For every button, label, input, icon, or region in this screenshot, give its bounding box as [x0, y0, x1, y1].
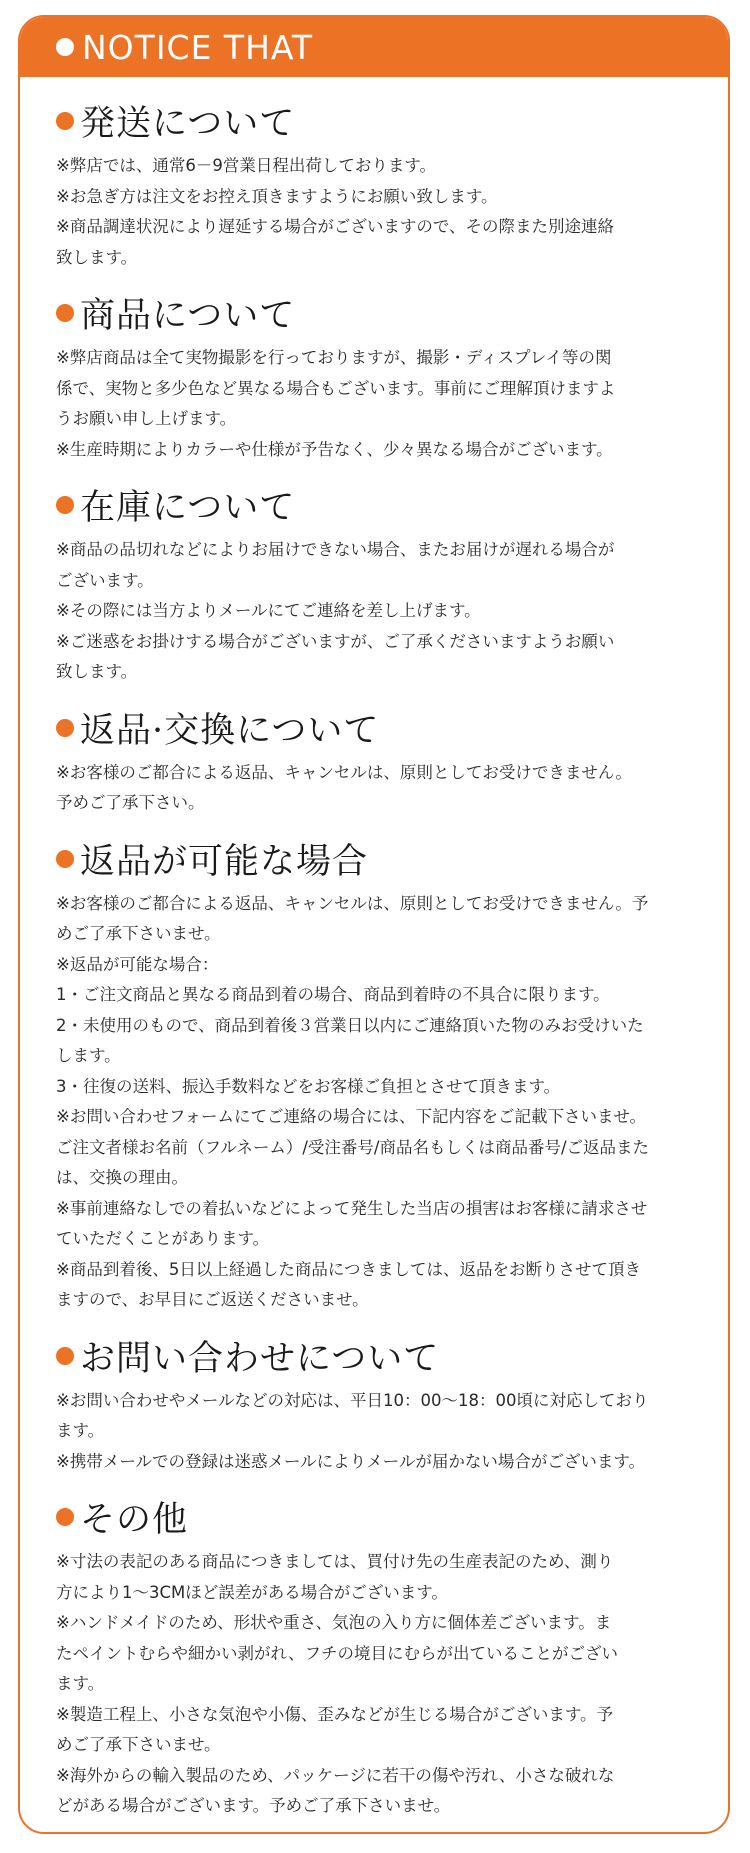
notice-section: [56, 829, 706, 1316]
section-text-line: ※その際には当方よりメールにてご連絡を差し上げます。: [56, 601, 481, 620]
section-text-line: ※海外からの輸入製品のため、パッケージに若干の傷や汚れ、小さな破れな: [56, 1765, 615, 1785]
section-text-line: ※返品が可能な場合：: [56, 954, 219, 974]
notice-panel: [18, 15, 730, 1834]
section-body: [56, 535, 706, 688]
section-text-line: 致します。: [56, 247, 138, 267]
section-heading: [56, 829, 706, 889]
section-body: [56, 151, 706, 273]
notice-section: [56, 698, 706, 819]
bullet-dot-icon: [56, 1508, 74, 1526]
bullet-dot-icon: [56, 850, 74, 868]
bullet-dot-icon: [56, 304, 74, 322]
section-text-line: ※生産時期によりカラーや仕様が予告なく、少々異なる場合がございます。: [56, 439, 613, 459]
section-text-line: ※商品到着後、5日以上経過した商品につきましては、返品をお断りさせて頂き: [56, 1259, 641, 1279]
section-text-line: ※お客様のご都合による返品、キャンセルは、原則としてお受けできません。: [56, 762, 632, 782]
section-text-line: します。: [56, 1046, 121, 1065]
section-text-line: ※弊店では、通常6－9営業日程出荷しております。: [56, 156, 437, 175]
section-text-line: ていただくことがあります。: [56, 1229, 270, 1248]
section-text-line: たペイントむらや細かい剥がれ、フチの境目にむらが出ていることがござい: [56, 1643, 618, 1663]
section-title: 発送について: [80, 104, 296, 144]
section-text-line: ※お客様のご都合による返品、キャンセルは、原則としてお受けできません。予: [56, 893, 649, 913]
section-text-line: ※事前連絡なしでの着払いなどによって発生した当店の損害はお客様に請求させ: [56, 1198, 648, 1218]
section-body: [56, 1386, 706, 1478]
section-title: 商品について: [80, 296, 296, 336]
section-text-line: めご了承下さいませ。: [56, 924, 221, 943]
section-text-line: うお願い申し上げます。: [56, 409, 237, 428]
section-text-line: ※弊店商品は全て実物撮影を行っておりますが、撮影・ディスプレイ等の関: [56, 348, 612, 367]
section-title: 在庫について: [80, 488, 296, 528]
notice-section: [56, 1487, 706, 1822]
section-text-line: めご了承下さいませ。: [56, 1735, 221, 1754]
section-text-line: ます。: [56, 1421, 105, 1440]
notice-title: NOTICE THAT: [82, 27, 314, 67]
section-title: 返品が可能な場合: [80, 841, 369, 882]
section-text-line: ます。: [56, 1674, 105, 1693]
section-text-line: ※携帯メールでの登録は迷惑メールによりメールが届かない場合がございます。: [56, 1451, 646, 1471]
section-text-line: ※お急ぎ方は注文をお控え頂きますようにお願い致します。: [56, 186, 498, 206]
notice-content: [20, 77, 728, 1822]
section-text-line: 致します。: [56, 662, 138, 681]
notice-section: [56, 91, 706, 273]
section-heading: [56, 1326, 706, 1386]
bullet-dot-icon: [56, 38, 74, 56]
section-title: 返品·交換について: [80, 710, 380, 751]
bullet-dot-icon: [56, 1347, 74, 1365]
section-text-line: ますので、お早目にご返送くださいませ。: [56, 1290, 369, 1309]
section-text-line: 方により1～3CMほど誤差がある場合がございます。: [56, 1582, 448, 1602]
section-heading: [56, 1487, 706, 1547]
section-text-line: ※ハンドメイドのため、形状や重さ、気泡の入り方に個体差ございます。ま: [56, 1613, 612, 1632]
section-heading: [56, 91, 706, 151]
bullet-dot-icon: [56, 496, 74, 514]
section-text-line: 係で、実物と多少色など異なる場合もございます。事前にご理解頂けますよ: [56, 378, 616, 398]
section-title: お問い合わせについて: [80, 1338, 440, 1379]
section-body: [56, 1547, 706, 1822]
section-body: [56, 343, 706, 465]
section-body: [56, 758, 706, 819]
notice-section: [56, 1326, 706, 1478]
section-text-line: 予めご了承下さい。: [56, 793, 205, 812]
section-text-line: 2・未使用のもので、商品到着後３営業日以内にご連絡頂いた物のみお受けいた: [56, 1015, 644, 1035]
section-text-line: 3・往復の送料、振込手数料などをお客様ご負担とさせて頂きます。: [56, 1076, 561, 1096]
section-text-line: ※お問い合わせフォームにてご連絡の場合には、下記内容をご記載下さいませ。: [56, 1107, 647, 1126]
section-text-line: は、交換の理由。: [56, 1168, 188, 1187]
notice-section: [56, 475, 706, 688]
section-text-line: ※ご迷惑をお掛けする場合がございますが、ご了承くださいますようお願い: [56, 631, 615, 651]
section-text-line: ございます。: [56, 570, 154, 590]
section-heading: [56, 283, 706, 343]
section-body: [56, 889, 706, 1316]
section-text-line: ※製造工程上、小さな気泡や小傷、歪みなどが生じる場合がございます。予: [56, 1704, 614, 1724]
bullet-dot-icon: [56, 719, 74, 737]
section-text-line: ※商品調達状況により遅延する場合がございますので、その際また別途連絡: [56, 217, 614, 236]
section-text-line: ※お問い合わせやメールなどの対応は、平日10：00～18：00頃に対応しており: [56, 1390, 649, 1410]
section-text-line: ※商品の品切れなどによりお届けできない場合、またお届けが遅れる場合が: [56, 540, 615, 559]
section-heading: [56, 475, 706, 535]
notice-section: [56, 283, 706, 465]
section-heading: [56, 698, 706, 758]
section-title: その他: [80, 1500, 189, 1540]
notice-header: [20, 17, 728, 77]
section-text-line: ご注文者様お名前（フルネーム）/受注番号/商品名もしくは商品番号/ご返品また: [56, 1137, 650, 1157]
bullet-dot-icon: [56, 112, 74, 130]
section-text-line: 1・ご注文商品と異なる商品到着の場合、商品到着時の不具合に限ります。: [56, 985, 610, 1004]
section-text-line: どがある場合がございます。予めご了承下さいませ。: [56, 1796, 451, 1815]
section-text-line: ※寸法の表記のある商品につきましては、買付け先の生産表記のため、測り: [56, 1552, 614, 1571]
